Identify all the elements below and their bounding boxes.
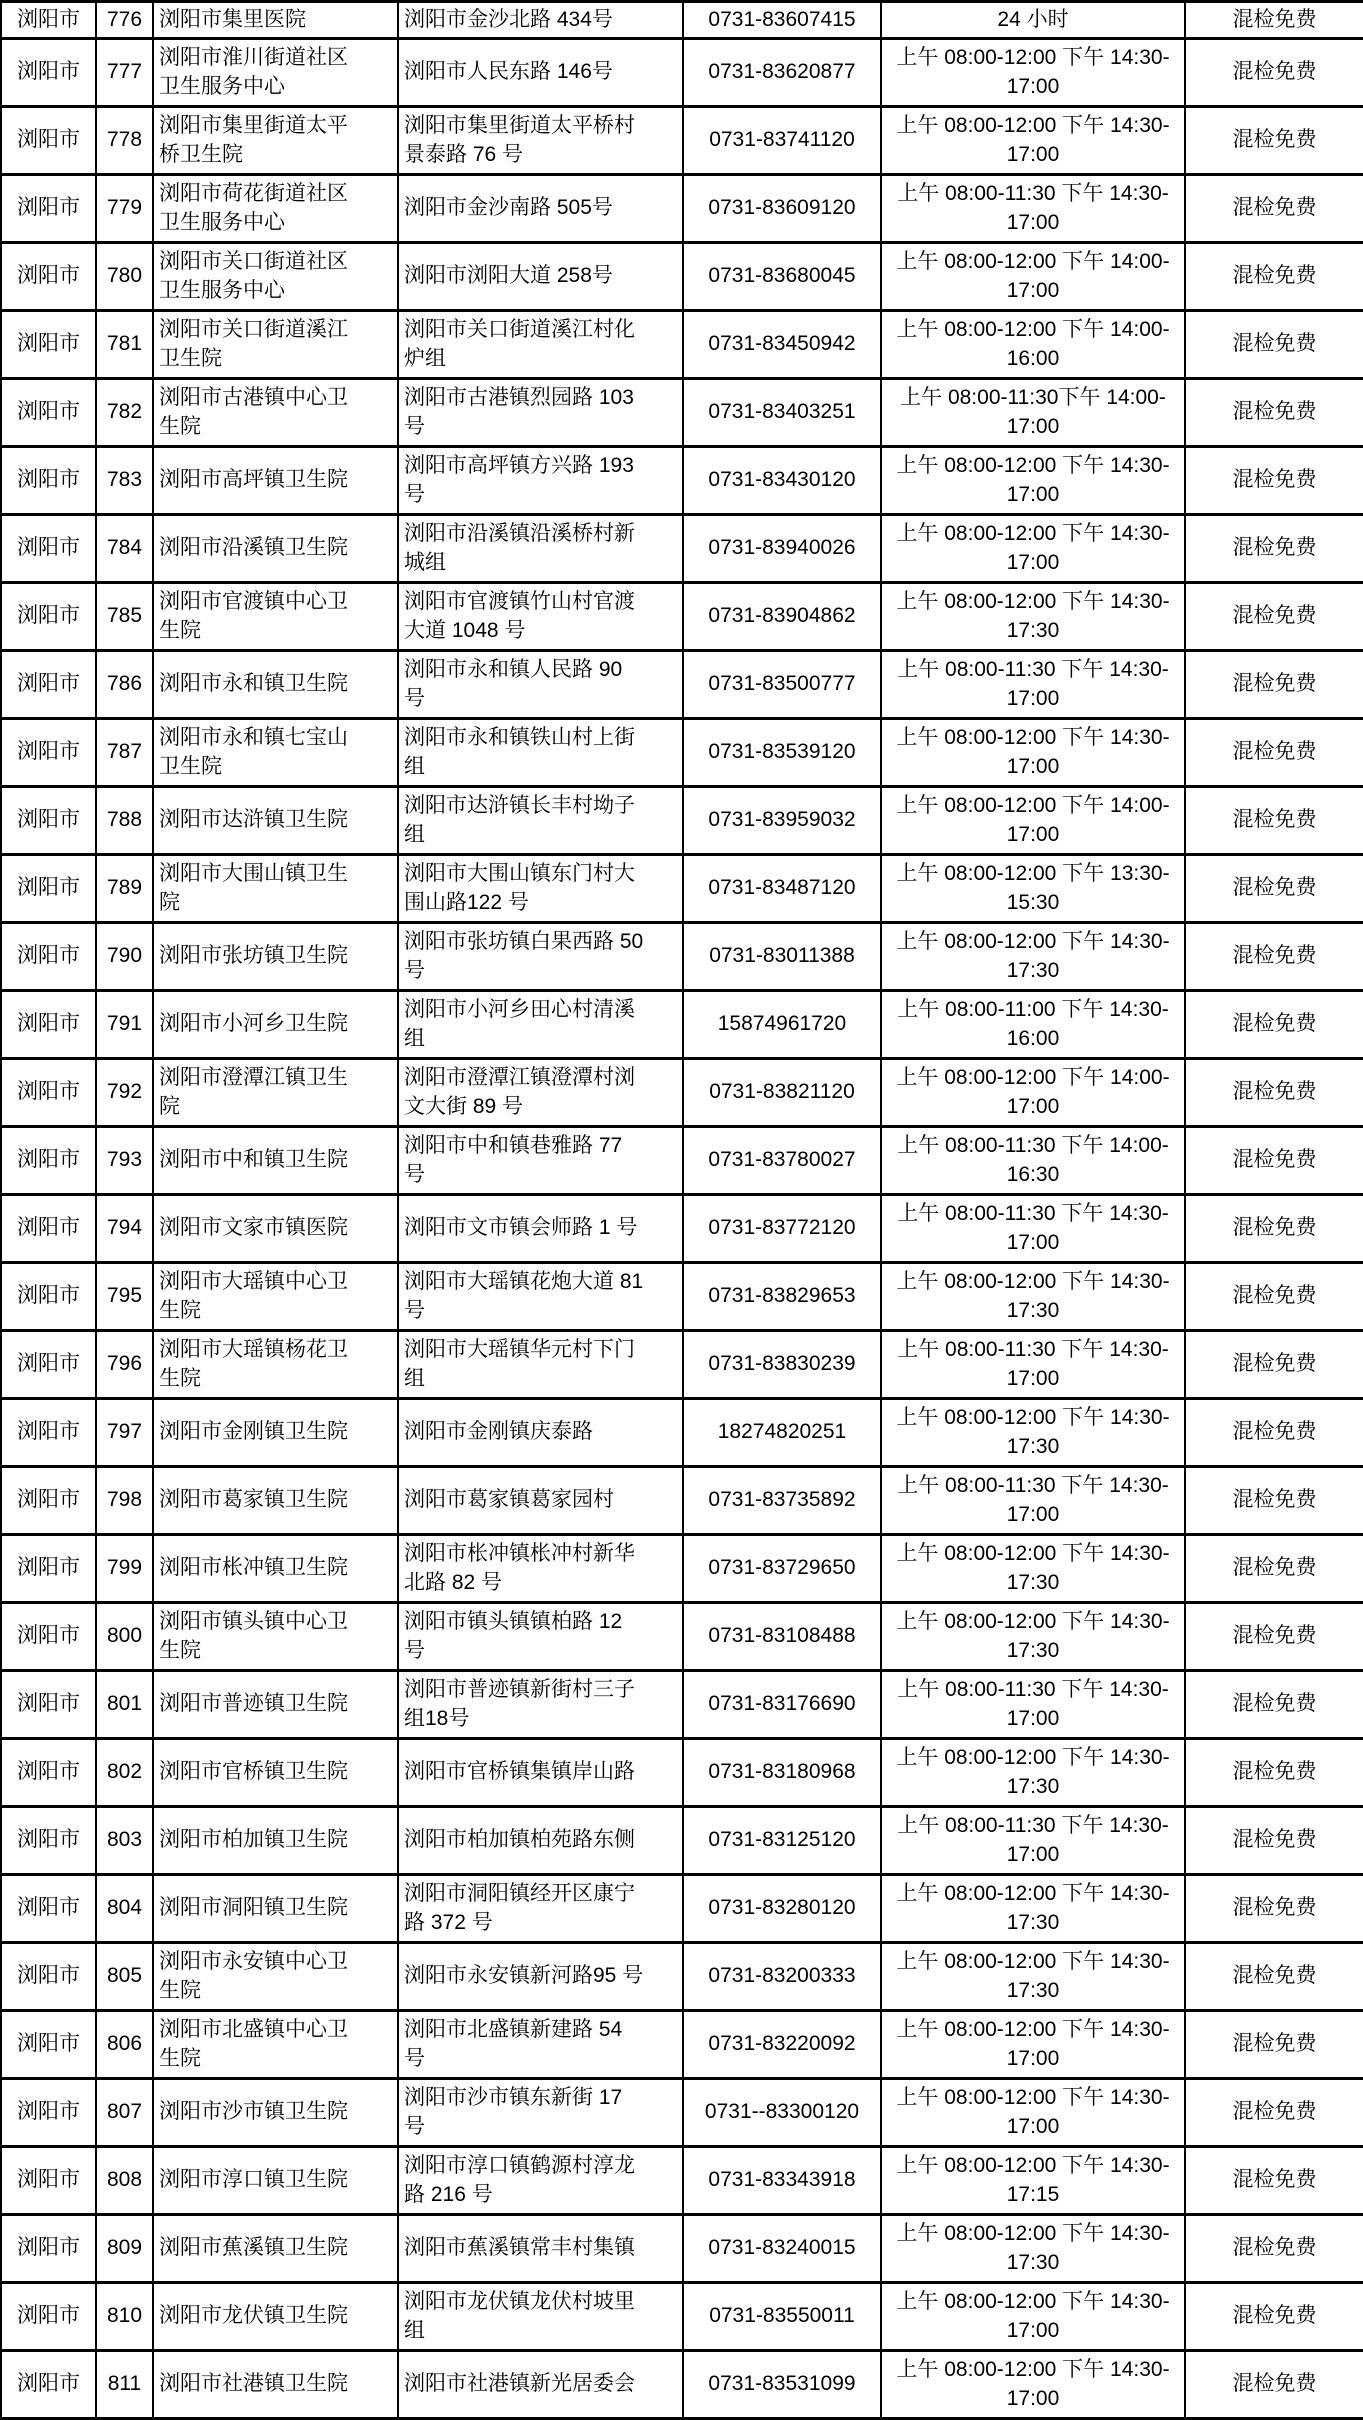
- cell-no: 805: [96, 1943, 153, 2011]
- cell-hours: 上午 08:00-12:00 下午 14:30-17:00: [881, 2079, 1185, 2147]
- cell-fee: 混检免费: [1185, 1875, 1363, 1943]
- cell-address: 浏阳市沿溪镇沿溪桥村新城组: [398, 515, 683, 583]
- cell-address: 浏阳市永和镇铁山村上街组: [398, 719, 683, 787]
- cell-hours: 上午 08:00-12:00 下午 14:30-17:30: [881, 1535, 1185, 1603]
- cell-fee: 混检免费: [1185, 107, 1363, 175]
- cell-hours: 上午 08:00-11:30 下午 14:30-17:00: [881, 1807, 1185, 1875]
- cell-no: 779: [96, 175, 153, 243]
- cell-phone: 0731-83240015: [683, 2215, 881, 2283]
- cell-no: 781: [96, 311, 153, 379]
- cell-city: 浏阳市: [1, 1263, 96, 1331]
- cell-phone: 0731-83200333: [683, 1943, 881, 2011]
- table-row: [1, 311, 1363, 379]
- cell-no: 804: [96, 1875, 153, 1943]
- cell-name: 浏阳市集里医院: [153, 2, 398, 39]
- cell-fee: 混检免费: [1185, 175, 1363, 243]
- cell-hours: 上午 08:00-12:00 下午 14:00-17:00: [881, 787, 1185, 855]
- cell-address: 浏阳市浏阳大道 258号: [398, 243, 683, 311]
- cell-hours: 上午 08:00-12:00 下午 14:30-17:30: [881, 2215, 1185, 2283]
- cell-hours: 上午 08:00-12:00 下午 14:30-17:00: [881, 2351, 1185, 2419]
- cell-city: 浏阳市: [1, 39, 96, 107]
- cell-no: 810: [96, 2283, 153, 2351]
- cell-city: 浏阳市: [1, 1739, 96, 1807]
- cell-name: 浏阳市镇头镇中心卫生院: [153, 1603, 398, 1671]
- cell-hours: 上午 08:00-12:00 下午 14:30-17:00: [881, 107, 1185, 175]
- cell-phone: 0731-83280120: [683, 1875, 881, 1943]
- cell-fee: 混检免费: [1185, 2, 1363, 39]
- cell-city: 浏阳市: [1, 1467, 96, 1535]
- cell-name: 浏阳市官渡镇中心卫生院: [153, 583, 398, 651]
- cell-fee: 混检免费: [1185, 1467, 1363, 1535]
- cell-phone: 0731-83904862: [683, 583, 881, 651]
- cell-name: 浏阳市张坊镇卫生院: [153, 923, 398, 991]
- cell-hours: 上午 08:00-12:00 下午 14:30-17:00: [881, 719, 1185, 787]
- cell-hours: 上午 08:00-11:30 下午 14:30-17:00: [881, 651, 1185, 719]
- cell-hours: 上午 08:00-12:00 下午 14:30-17:30: [881, 583, 1185, 651]
- table-row: [1, 1263, 1363, 1331]
- cell-name: 浏阳市永和镇卫生院: [153, 651, 398, 719]
- table-row: [1, 787, 1363, 855]
- cell-address: 浏阳市集里街道太平桥村景泰路 76 号: [398, 107, 683, 175]
- cell-no: 791: [96, 991, 153, 1059]
- cell-no: 794: [96, 1195, 153, 1263]
- cell-address: 浏阳市沙市镇东新街 17 号: [398, 2079, 683, 2147]
- cell-name: 浏阳市金刚镇卫生院: [153, 1399, 398, 1467]
- cell-city: 浏阳市: [1, 787, 96, 855]
- table-row: [1, 175, 1363, 243]
- table-row: [1, 719, 1363, 787]
- cell-no: 788: [96, 787, 153, 855]
- table-row: [1, 1943, 1363, 2011]
- cell-name: 浏阳市沙市镇卫生院: [153, 2079, 398, 2147]
- cell-hours: 24 小时: [881, 2, 1185, 39]
- cell-no: 796: [96, 1331, 153, 1399]
- cell-no: 777: [96, 39, 153, 107]
- cell-name: 浏阳市普迹镇卫生院: [153, 1671, 398, 1739]
- cell-phone: 0731-83125120: [683, 1807, 881, 1875]
- cell-no: 778: [96, 107, 153, 175]
- cell-phone: 0731-83487120: [683, 855, 881, 923]
- cell-hours: 上午 08:00-12:00 下午 14:30-17:00: [881, 39, 1185, 107]
- cell-phone: 15874961720: [683, 991, 881, 1059]
- cell-phone: 18274820251: [683, 1399, 881, 1467]
- cell-fee: 混检免费: [1185, 1195, 1363, 1263]
- cell-city: 浏阳市: [1, 379, 96, 447]
- cell-phone: 0731-83403251: [683, 379, 881, 447]
- cell-no: 787: [96, 719, 153, 787]
- cell-phone: 0731-83609120: [683, 175, 881, 243]
- cell-address: 浏阳市柏加镇柏苑路东侧: [398, 1807, 683, 1875]
- cell-fee: 混检免费: [1185, 1399, 1363, 1467]
- table-row: [1, 1739, 1363, 1807]
- cell-address: 浏阳市枨冲镇枨冲村新华北路 82 号: [398, 1535, 683, 1603]
- cell-fee: 混检免费: [1185, 379, 1363, 447]
- table-body: [1, 2, 1363, 2419]
- cell-fee: 混检免费: [1185, 243, 1363, 311]
- cell-name: 浏阳市古港镇中心卫生院: [153, 379, 398, 447]
- cell-no: 792: [96, 1059, 153, 1127]
- cell-no: 782: [96, 379, 153, 447]
- cell-no: 793: [96, 1127, 153, 1195]
- cell-city: 浏阳市: [1, 1535, 96, 1603]
- cell-hours: 上午 08:00-11:30 下午 14:30-17:00: [881, 1671, 1185, 1739]
- cell-fee: 混检免费: [1185, 515, 1363, 583]
- cell-fee: 混检免费: [1185, 1331, 1363, 1399]
- table-row: [1, 2079, 1363, 2147]
- cell-address: 浏阳市高坪镇方兴路 193 号: [398, 447, 683, 515]
- cell-address: 浏阳市金沙南路 505号: [398, 175, 683, 243]
- cell-address: 浏阳市大瑶镇花炮大道 81 号: [398, 1263, 683, 1331]
- cell-address: 浏阳市北盛镇新建路 54 号: [398, 2011, 683, 2079]
- cell-address: 浏阳市文市镇会师路 1 号: [398, 1195, 683, 1263]
- cell-address: 浏阳市社港镇新光居委会: [398, 2351, 683, 2419]
- table-row: [1, 379, 1363, 447]
- cell-address: 浏阳市永安镇新河路95 号: [398, 1943, 683, 2011]
- cell-address: 浏阳市金刚镇庆泰路: [398, 1399, 683, 1467]
- cell-address: 浏阳市古港镇烈园路 103 号: [398, 379, 683, 447]
- cell-phone: 0731-83108488: [683, 1603, 881, 1671]
- cell-no: 803: [96, 1807, 153, 1875]
- table-row: [1, 1603, 1363, 1671]
- cell-hours: 上午 08:00-12:00 下午 14:30-17:30: [881, 1875, 1185, 1943]
- table-row: [1, 107, 1363, 175]
- cell-phone: 0731-83821120: [683, 1059, 881, 1127]
- cell-address: 浏阳市淳口镇鹤源村淳龙路 216 号: [398, 2147, 683, 2215]
- cell-address: 浏阳市镇头镇镇柏路 12 号: [398, 1603, 683, 1671]
- cell-address: 浏阳市金沙北路 434号: [398, 2, 683, 39]
- cell-city: 浏阳市: [1, 583, 96, 651]
- cell-phone: 0731-83539120: [683, 719, 881, 787]
- table-row: [1, 2351, 1363, 2419]
- cell-hours: 上午 08:00-12:00 下午 14:00-17:00: [881, 243, 1185, 311]
- table-row: [1, 2011, 1363, 2079]
- cell-address: 浏阳市蕉溪镇常丰村集镇: [398, 2215, 683, 2283]
- table-row: [1, 2, 1363, 39]
- cell-no: 797: [96, 1399, 153, 1467]
- cell-city: 浏阳市: [1, 447, 96, 515]
- table-row: [1, 1059, 1363, 1127]
- cell-city: 浏阳市: [1, 311, 96, 379]
- cell-no: 795: [96, 1263, 153, 1331]
- cell-address: 浏阳市普迹镇新街村三子组18号: [398, 1671, 683, 1739]
- cell-name: 浏阳市淳口镇卫生院: [153, 2147, 398, 2215]
- cell-phone: 0731-83772120: [683, 1195, 881, 1263]
- table-row: [1, 583, 1363, 651]
- cell-city: 浏阳市: [1, 1331, 96, 1399]
- cell-address: 浏阳市小河乡田心村清溪组: [398, 991, 683, 1059]
- cell-fee: 混检免费: [1185, 39, 1363, 107]
- cell-fee: 混检免费: [1185, 1535, 1363, 1603]
- table-row: [1, 2147, 1363, 2215]
- cell-name: 浏阳市柏加镇卫生院: [153, 1807, 398, 1875]
- cell-city: 浏阳市: [1, 1603, 96, 1671]
- cell-address: 浏阳市龙伏镇龙伏村坡里组: [398, 2283, 683, 2351]
- cell-name: 浏阳市大瑶镇杨花卫生院: [153, 1331, 398, 1399]
- cell-fee: 混检免费: [1185, 1263, 1363, 1331]
- cell-hours: 上午 08:00-12:00 下午 14:30-17:00: [881, 2283, 1185, 2351]
- table-row: [1, 1875, 1363, 1943]
- cell-phone: 0731-83829653: [683, 1263, 881, 1331]
- cell-name: 浏阳市永安镇中心卫生院: [153, 1943, 398, 2011]
- cell-hours: 上午 08:00-12:00 下午 14:30-17:00: [881, 515, 1185, 583]
- cell-no: 790: [96, 923, 153, 991]
- cell-phone: 0731-83343918: [683, 2147, 881, 2215]
- cell-phone: 0731-83531099: [683, 2351, 881, 2419]
- cell-address: 浏阳市澄潭江镇澄潭村浏文大街 89 号: [398, 1059, 683, 1127]
- cell-hours: 上午 08:00-12:00 下午 13:30-15:30: [881, 855, 1185, 923]
- cell-address: 浏阳市中和镇巷雅路 77 号: [398, 1127, 683, 1195]
- cell-fee: 混检免费: [1185, 447, 1363, 515]
- cell-hours: 上午 08:00-12:00 下午 14:30-17:30: [881, 1603, 1185, 1671]
- cell-address: 浏阳市人民东路 146号: [398, 39, 683, 107]
- cell-fee: 混检免费: [1185, 1603, 1363, 1671]
- cell-hours: 上午 08:00-12:00 下午 14:30-17:30: [881, 923, 1185, 991]
- cell-name: 浏阳市社港镇卫生院: [153, 2351, 398, 2419]
- cell-name: 浏阳市文家市镇医院: [153, 1195, 398, 1263]
- cell-phone: 0731-83500777: [683, 651, 881, 719]
- cell-address: 浏阳市达浒镇长丰村坳子组: [398, 787, 683, 855]
- cell-hours: 上午 08:00-11:30 下午 14:30-17:00: [881, 1195, 1185, 1263]
- cell-fee: 混检免费: [1185, 1739, 1363, 1807]
- cell-city: 浏阳市: [1, 1399, 96, 1467]
- table-row: [1, 2215, 1363, 2283]
- cell-name: 浏阳市澄潭江镇卫生院: [153, 1059, 398, 1127]
- cell-name: 浏阳市蕉溪镇卫生院: [153, 2215, 398, 2283]
- cell-phone: 0731-83959032: [683, 787, 881, 855]
- cell-hours: 上午 08:00-12:00 下午 14:30-17:30: [881, 1263, 1185, 1331]
- cell-city: 浏阳市: [1, 2351, 96, 2419]
- cell-city: 浏阳市: [1, 1875, 96, 1943]
- cell-hours: 上午 08:00-12:00 下午 14:30-17:30: [881, 1399, 1185, 1467]
- cell-name: 浏阳市荷花街道社区卫生服务中心: [153, 175, 398, 243]
- cell-city: 浏阳市: [1, 107, 96, 175]
- cell-phone: 0731-83735892: [683, 1467, 881, 1535]
- cell-fee: 混检免费: [1185, 855, 1363, 923]
- cell-no: 807: [96, 2079, 153, 2147]
- table-row: [1, 651, 1363, 719]
- cell-hours: 上午 08:00-12:00 下午 14:30-17:15: [881, 2147, 1185, 2215]
- cell-no: 784: [96, 515, 153, 583]
- cell-fee: 混检免费: [1185, 311, 1363, 379]
- cell-hours: 上午 08:00-12:00 下午 14:30-17:30: [881, 1943, 1185, 2011]
- cell-name: 浏阳市龙伏镇卫生院: [153, 2283, 398, 2351]
- cell-name: 浏阳市官桥镇卫生院: [153, 1739, 398, 1807]
- cell-name: 浏阳市达浒镇卫生院: [153, 787, 398, 855]
- cell-name: 浏阳市葛家镇卫生院: [153, 1467, 398, 1535]
- table-row: [1, 243, 1363, 311]
- cell-fee: 混检免费: [1185, 583, 1363, 651]
- cell-hours: 上午 08:00-12:00 下午 14:30-17:30: [881, 1739, 1185, 1807]
- cell-phone: 0731-83607415: [683, 2, 881, 39]
- cell-fee: 混检免费: [1185, 1127, 1363, 1195]
- cell-hours: 上午 08:00-12:00 下午 14:00-16:00: [881, 311, 1185, 379]
- table-row: [1, 1195, 1363, 1263]
- cell-phone: 0731-83620877: [683, 39, 881, 107]
- cell-city: 浏阳市: [1, 1059, 96, 1127]
- cell-no: 800: [96, 1603, 153, 1671]
- cell-hours: 上午 08:00-12:00 下午 14:00-17:00: [881, 1059, 1185, 1127]
- cell-phone: 0731-83220092: [683, 2011, 881, 2079]
- cell-hours: 上午 08:00-12:00 下午 14:30-17:00: [881, 447, 1185, 515]
- cell-address: 浏阳市关口街道溪江村化炉组: [398, 311, 683, 379]
- cell-phone: 0731-83550011: [683, 2283, 881, 2351]
- cell-hours: 上午 08:00-12:00 下午 14:30-17:00: [881, 2011, 1185, 2079]
- cell-phone: 0731--83300120: [683, 2079, 881, 2147]
- cell-hours: 上午 08:00-11:30 下午 14:30-17:00: [881, 175, 1185, 243]
- cell-no: 785: [96, 583, 153, 651]
- cell-name: 浏阳市北盛镇中心卫生院: [153, 2011, 398, 2079]
- table-row: [1, 1331, 1363, 1399]
- cell-name: 浏阳市中和镇卫生院: [153, 1127, 398, 1195]
- cell-city: 浏阳市: [1, 2079, 96, 2147]
- cell-fee: 混检免费: [1185, 651, 1363, 719]
- cell-no: 798: [96, 1467, 153, 1535]
- cell-fee: 混检免费: [1185, 719, 1363, 787]
- cell-fee: 混检免费: [1185, 2079, 1363, 2147]
- cell-fee: 混检免费: [1185, 1059, 1363, 1127]
- table-row: [1, 1467, 1363, 1535]
- cell-name: 浏阳市枨冲镇卫生院: [153, 1535, 398, 1603]
- cell-city: 浏阳市: [1, 2147, 96, 2215]
- cell-city: 浏阳市: [1, 991, 96, 1059]
- cell-no: 808: [96, 2147, 153, 2215]
- cell-address: 浏阳市洞阳镇经开区康宁路 372 号: [398, 1875, 683, 1943]
- cell-hours: 上午 08:00-11:30 下午 14:00-16:30: [881, 1127, 1185, 1195]
- cell-name: 浏阳市集里街道太平桥卫生院: [153, 107, 398, 175]
- table-row: [1, 923, 1363, 991]
- cell-fee: 混检免费: [1185, 787, 1363, 855]
- cell-name: 浏阳市淮川街道社区卫生服务中心: [153, 39, 398, 107]
- cell-address: 浏阳市大围山镇东门村大围山路122 号: [398, 855, 683, 923]
- cell-fee: 混检免费: [1185, 1807, 1363, 1875]
- table-row: [1, 855, 1363, 923]
- cell-hours: 上午 08:00-11:00 下午 14:30-16:00: [881, 991, 1185, 1059]
- cell-address: 浏阳市葛家镇葛家园村: [398, 1467, 683, 1535]
- cell-phone: 0731-83741120: [683, 107, 881, 175]
- cell-hours: 上午 08:00-11:30下午 14:00-17:00: [881, 379, 1185, 447]
- cell-city: 浏阳市: [1, 175, 96, 243]
- table-row: [1, 991, 1363, 1059]
- cell-name: 浏阳市关口街道社区卫生服务中心: [153, 243, 398, 311]
- cell-phone: 0731-83780027: [683, 1127, 881, 1195]
- cell-fee: 混检免费: [1185, 2215, 1363, 2283]
- cell-phone: 0731-83450942: [683, 311, 881, 379]
- table-row: [1, 1671, 1363, 1739]
- cell-no: 783: [96, 447, 153, 515]
- cell-no: 789: [96, 855, 153, 923]
- cell-hours: 上午 08:00-11:30 下午 14:30-17:00: [881, 1331, 1185, 1399]
- table-row: [1, 2283, 1363, 2351]
- cell-name: 浏阳市小河乡卫生院: [153, 991, 398, 1059]
- cell-city: 浏阳市: [1, 2283, 96, 2351]
- cell-fee: 混检免费: [1185, 2147, 1363, 2215]
- table-row: [1, 447, 1363, 515]
- cell-name: 浏阳市大围山镇卫生院: [153, 855, 398, 923]
- cell-no: 776: [96, 2, 153, 39]
- cell-name: 浏阳市洞阳镇卫生院: [153, 1875, 398, 1943]
- cell-phone: 0731-83176690: [683, 1671, 881, 1739]
- cell-city: 浏阳市: [1, 515, 96, 583]
- cell-fee: 混检免费: [1185, 2011, 1363, 2079]
- cell-no: 780: [96, 243, 153, 311]
- cell-no: 811: [96, 2351, 153, 2419]
- cell-phone: 0731-83830239: [683, 1331, 881, 1399]
- cell-no: 786: [96, 651, 153, 719]
- cell-city: 浏阳市: [1, 2215, 96, 2283]
- cell-phone: 0731-83680045: [683, 243, 881, 311]
- cell-phone: 0731-83430120: [683, 447, 881, 515]
- table-row: [1, 515, 1363, 583]
- cell-address: 浏阳市官桥镇集镇岸山路: [398, 1739, 683, 1807]
- table-row: [1, 1807, 1363, 1875]
- cell-phone: 0731-83180968: [683, 1739, 881, 1807]
- cell-fee: 混检免费: [1185, 1671, 1363, 1739]
- cell-hours: 上午 08:00-11:30 下午 14:30-17:00: [881, 1467, 1185, 1535]
- cell-address: 浏阳市张坊镇白果西路 50 号: [398, 923, 683, 991]
- cell-city: 浏阳市: [1, 243, 96, 311]
- cell-name: 浏阳市永和镇七宝山卫生院: [153, 719, 398, 787]
- cell-name: 浏阳市大瑶镇中心卫生院: [153, 1263, 398, 1331]
- cell-fee: 混检免费: [1185, 923, 1363, 991]
- cell-city: 浏阳市: [1, 1807, 96, 1875]
- cell-address: 浏阳市官渡镇竹山村官渡大道 1048 号: [398, 583, 683, 651]
- cell-city: 浏阳市: [1, 719, 96, 787]
- table-row: [1, 39, 1363, 107]
- cell-city: 浏阳市: [1, 1127, 96, 1195]
- cell-city: 浏阳市: [1, 651, 96, 719]
- cell-no: 799: [96, 1535, 153, 1603]
- cell-fee: 混检免费: [1185, 991, 1363, 1059]
- cell-fee: 混检免费: [1185, 1943, 1363, 2011]
- cell-city: 浏阳市: [1, 1671, 96, 1739]
- cell-phone: 0731-83729650: [683, 1535, 881, 1603]
- cell-city: 浏阳市: [1, 1943, 96, 2011]
- cell-name: 浏阳市关口街道溪江卫生院: [153, 311, 398, 379]
- cell-city: 浏阳市: [1, 855, 96, 923]
- cell-no: 809: [96, 2215, 153, 2283]
- cell-no: 802: [96, 1739, 153, 1807]
- table-row: [1, 1127, 1363, 1195]
- cell-address: 浏阳市大瑶镇华元村下门组: [398, 1331, 683, 1399]
- table-row: [1, 1535, 1363, 1603]
- cell-name: 浏阳市沿溪镇卫生院: [153, 515, 398, 583]
- cell-city: 浏阳市: [1, 2011, 96, 2079]
- cell-phone: 0731-83011388: [683, 923, 881, 991]
- cell-fee: 混检免费: [1185, 2283, 1363, 2351]
- cell-phone: 0731-83940026: [683, 515, 881, 583]
- cell-fee: 混检免费: [1185, 2351, 1363, 2419]
- cell-city: 浏阳市: [1, 1195, 96, 1263]
- cell-name: 浏阳市高坪镇卫生院: [153, 447, 398, 515]
- cell-no: 801: [96, 1671, 153, 1739]
- cell-city: 浏阳市: [1, 2, 96, 39]
- table-row: [1, 1399, 1363, 1467]
- cell-no: 806: [96, 2011, 153, 2079]
- cell-city: 浏阳市: [1, 923, 96, 991]
- cell-address: 浏阳市永和镇人民路 90 号: [398, 651, 683, 719]
